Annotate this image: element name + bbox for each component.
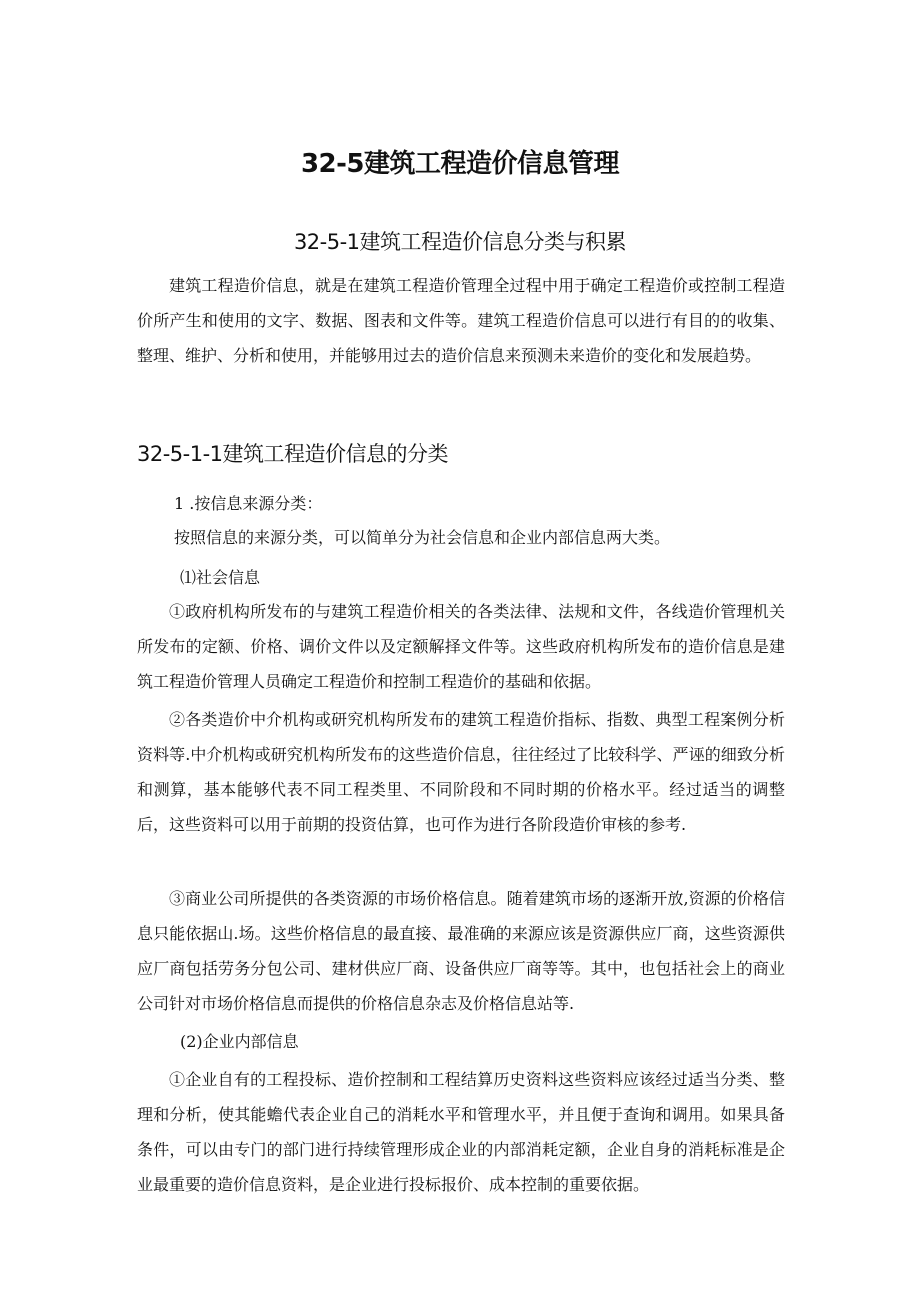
subsection-heading-internal: (2)企业内部信息 — [180, 1032, 299, 1051]
section-subtitle: 32-5-1建筑工程造价信息分类与积累 — [293, 230, 627, 254]
list-item-description: 按照信息的来源分类，可以简单分为社会信息和企业内部信息两大类。 — [174, 528, 671, 547]
document-title: 32-5建筑工程造价信息管理 — [300, 149, 620, 179]
paragraph-government: ①政府机构所发布的与建筑工程造价相关的各类法律、法规和文件，各线造价管理机关所发布的定额、价格、调价文件以及定额解择文件等。这些政府机构所发布的造价信息是建筑工程造价管理人员确定工程造价和控制工程造价的基础和依据。 — [137, 602, 785, 691]
subsection-heading-social: ⑴社会信息 — [180, 568, 261, 587]
intro-paragraph: 建筑工程造价信息，就是在建筑工程造价管理全过程中用于确定工程造价或控制工程造价所产生和使用的文字、数据、图表和文件等。建筑工程造价信息可以进行有目的的收集、整理、维护、分析和使用，并能够用过去的造价信息来预测未来造价的变化和发展趋势。 — [137, 276, 785, 365]
section-heading: 32-5-1-1建筑工程造价信息的分类 — [137, 442, 449, 466]
paragraph-agencies: ②各类造价中介机构或研究机构所发布的建筑工程造价指标、指数、典型工程案例分析资料等.中介机构或研究机构所发布的这些造价信息，往往经过了比较科学、严诬的细致分析和测算，基本能够代表不同工程类里、不同阶段和不同时期的价格水平。经过适当的调整后，这些资料可以用于前期的投资估算，也可作为进行各阶段造价审核的参考. — [137, 710, 785, 834]
list-item-heading: 1 .按信息来源分类： — [174, 494, 323, 513]
paragraph-enterprise: ①企业自有的工程投标、造价控制和工程结算历史资料这些资料应该经过适当分类、整理和分析，使其能蟾代表企业自己的消耗水平和管理水平，并且便于查询和调用。如果具备条件，可以由专门的部门进行持续管理形成企业的内部消耗定额，企业自身的消耗标准是企业最重要的造价信息资料，是企业进行投标报价、成本控制的重要依据。 — [137, 1070, 785, 1194]
paragraph-market: ③商业公司所提供的各类资源的市场价格信息。随着建筑市场的逐渐开放,资源的价格信息只能依据山.场。这些价格信息的最直接、最准确的来源应该是资源供应厂商，这些资源供应厂商包括劳务分包公司、建材供应厂商、设备供应厂商等等。其中，也包括社会上的商业公司针对市场价格信息而提供的价格信息杂志及价格信息站等. — [137, 889, 785, 1013]
